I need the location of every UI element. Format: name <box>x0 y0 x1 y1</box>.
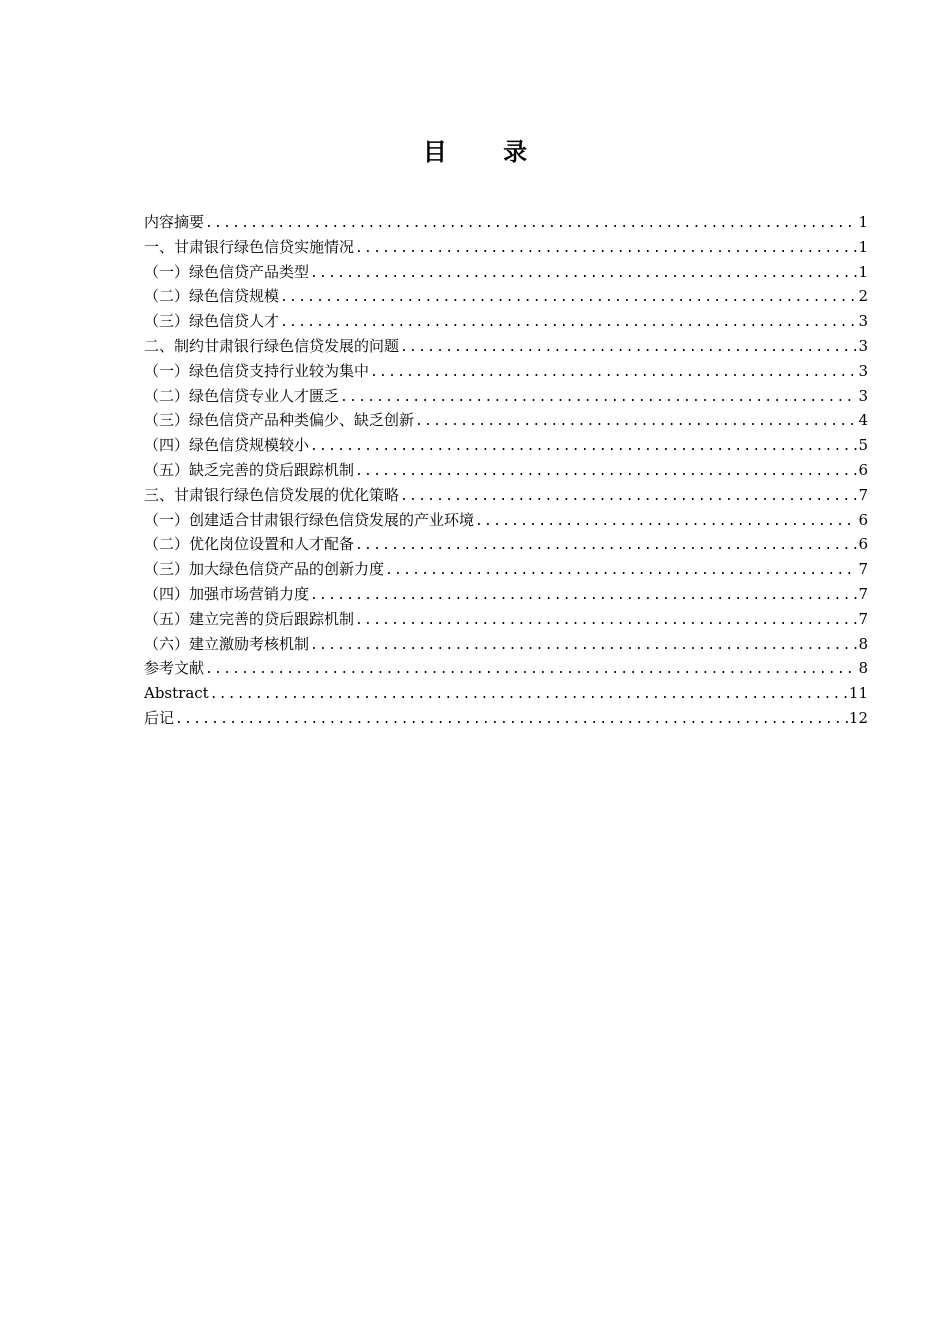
toc-leader-dots <box>279 311 857 334</box>
toc-entry[interactable] <box>144 309 868 334</box>
toc-entry-page: 1 <box>858 262 868 281</box>
toc-leader-dots <box>354 609 857 632</box>
toc-entry-page: 8 <box>858 659 868 678</box>
toc-leader-dots <box>204 658 857 681</box>
toc-entry-label: （三）加大绿色信贷产品的创新力度 <box>144 560 385 579</box>
toc-entry-page: 7 <box>858 609 868 628</box>
toc-entry-page: 6 <box>858 535 868 554</box>
toc-entry[interactable] <box>144 384 868 409</box>
toc-entry[interactable] <box>144 607 868 632</box>
toc-entry-label: 一、甘肃银行绿色信贷实施情况 <box>144 237 355 256</box>
toc-leader-dots <box>399 336 857 359</box>
toc-leader-dots <box>174 708 848 731</box>
toc-entry-page: 3 <box>858 336 868 355</box>
toc-leader-dots <box>279 286 857 309</box>
toc-entry[interactable] <box>144 656 868 681</box>
toc-entry-label: （三）绿色信贷人才 <box>144 312 280 331</box>
toc-leader-dots <box>309 584 857 607</box>
toc-entry-label: 三、甘肃银行绿色信贷发展的优化策略 <box>144 485 400 504</box>
toc-entry[interactable] <box>144 557 868 582</box>
toc-entry-page: 12 <box>848 708 868 727</box>
toc-leader-dots <box>474 510 857 533</box>
toc-title: 目 录 <box>422 138 552 166</box>
toc-entry[interactable] <box>144 260 868 285</box>
toc-entry[interactable] <box>144 483 868 508</box>
toc-entry-label: 二、制约甘肃银行绿色信贷发展的问题 <box>144 336 400 355</box>
toc-list <box>144 210 868 731</box>
toc-entry[interactable] <box>144 532 868 557</box>
toc-entry-page: 3 <box>858 386 868 405</box>
toc-entry-page: 8 <box>858 634 868 653</box>
toc-entry-label: （四）绿色信贷规模较小 <box>144 436 310 455</box>
toc-leader-dots <box>309 262 857 285</box>
toc-leader-dots <box>209 683 848 706</box>
toc-entry-page: 1 <box>858 237 868 256</box>
toc-entry-label: （四）加强市场营销力度 <box>144 584 310 603</box>
toc-entry-label: Abstract <box>144 684 209 703</box>
toc-entry-page: 7 <box>858 485 868 504</box>
toc-entry[interactable] <box>144 359 868 384</box>
toc-entry-label: 内容摘要 <box>144 213 205 231</box>
toc-entry-label: （二）绿色信贷规模 <box>144 287 280 306</box>
toc-entry[interactable] <box>144 458 868 483</box>
toc-entry[interactable] <box>144 284 868 309</box>
toc-entry-label: （一）创建适合甘肃银行绿色信贷发展的产业环境 <box>144 510 475 529</box>
toc-entry-page: 1 <box>858 213 868 231</box>
toc-entry-label: （三）绿色信贷产品种类偏少、缺乏创新 <box>144 411 415 430</box>
toc-leader-dots <box>354 237 857 260</box>
toc-entry-page: 7 <box>858 560 868 579</box>
toc-entry-page: 7 <box>858 584 868 603</box>
toc-entry-label: （六）建立激励考核机制 <box>144 634 310 653</box>
toc-entry[interactable] <box>144 210 868 235</box>
toc-entry-label: （二）绿色信贷专业人才匮乏 <box>144 386 340 405</box>
toc-entry-page: 4 <box>858 411 868 430</box>
toc-entry-page: 5 <box>858 436 868 455</box>
toc-leader-dots <box>414 410 857 433</box>
toc-entry-label: （一）绿色信贷支持行业较为集中 <box>144 361 370 380</box>
toc-leader-dots <box>309 634 857 657</box>
toc-entry-page: 3 <box>858 361 868 380</box>
toc-leader-dots <box>339 386 857 409</box>
toc-entry[interactable] <box>144 632 868 657</box>
toc-entry-label: （二）优化岗位设置和人才配备 <box>144 535 355 554</box>
toc-entry-label: 参考文献 <box>144 659 205 678</box>
toc-entry-page: 2 <box>858 287 868 306</box>
toc-entry[interactable] <box>144 334 868 359</box>
toc-leader-dots <box>384 559 857 582</box>
toc-entry-label: （一）绿色信贷产品类型 <box>144 262 310 281</box>
toc-entry[interactable] <box>144 508 868 533</box>
toc-leader-dots <box>204 212 857 235</box>
toc-entry[interactable] <box>144 433 868 458</box>
toc-entry[interactable] <box>144 706 868 731</box>
toc-entry-page: 6 <box>858 460 868 479</box>
toc-entry[interactable] <box>144 681 868 706</box>
toc-entry[interactable] <box>144 582 868 607</box>
toc-entry-page: 6 <box>858 510 868 529</box>
toc-leader-dots <box>309 435 857 458</box>
toc-entry-label: （五）建立完善的贷后跟踪机制 <box>144 609 355 628</box>
toc-entry-page: 11 <box>848 684 868 703</box>
toc-entry[interactable] <box>144 408 868 433</box>
toc-leader-dots <box>354 534 857 557</box>
toc-entry-label: 后记 <box>144 708 175 727</box>
toc-leader-dots <box>369 361 857 384</box>
toc-entry[interactable] <box>144 235 868 260</box>
toc-leader-dots <box>399 485 857 508</box>
toc-entry-label: （五）缺乏完善的贷后跟踪机制 <box>144 460 355 479</box>
toc-leader-dots <box>354 460 857 483</box>
toc-entry-page: 3 <box>858 312 868 331</box>
